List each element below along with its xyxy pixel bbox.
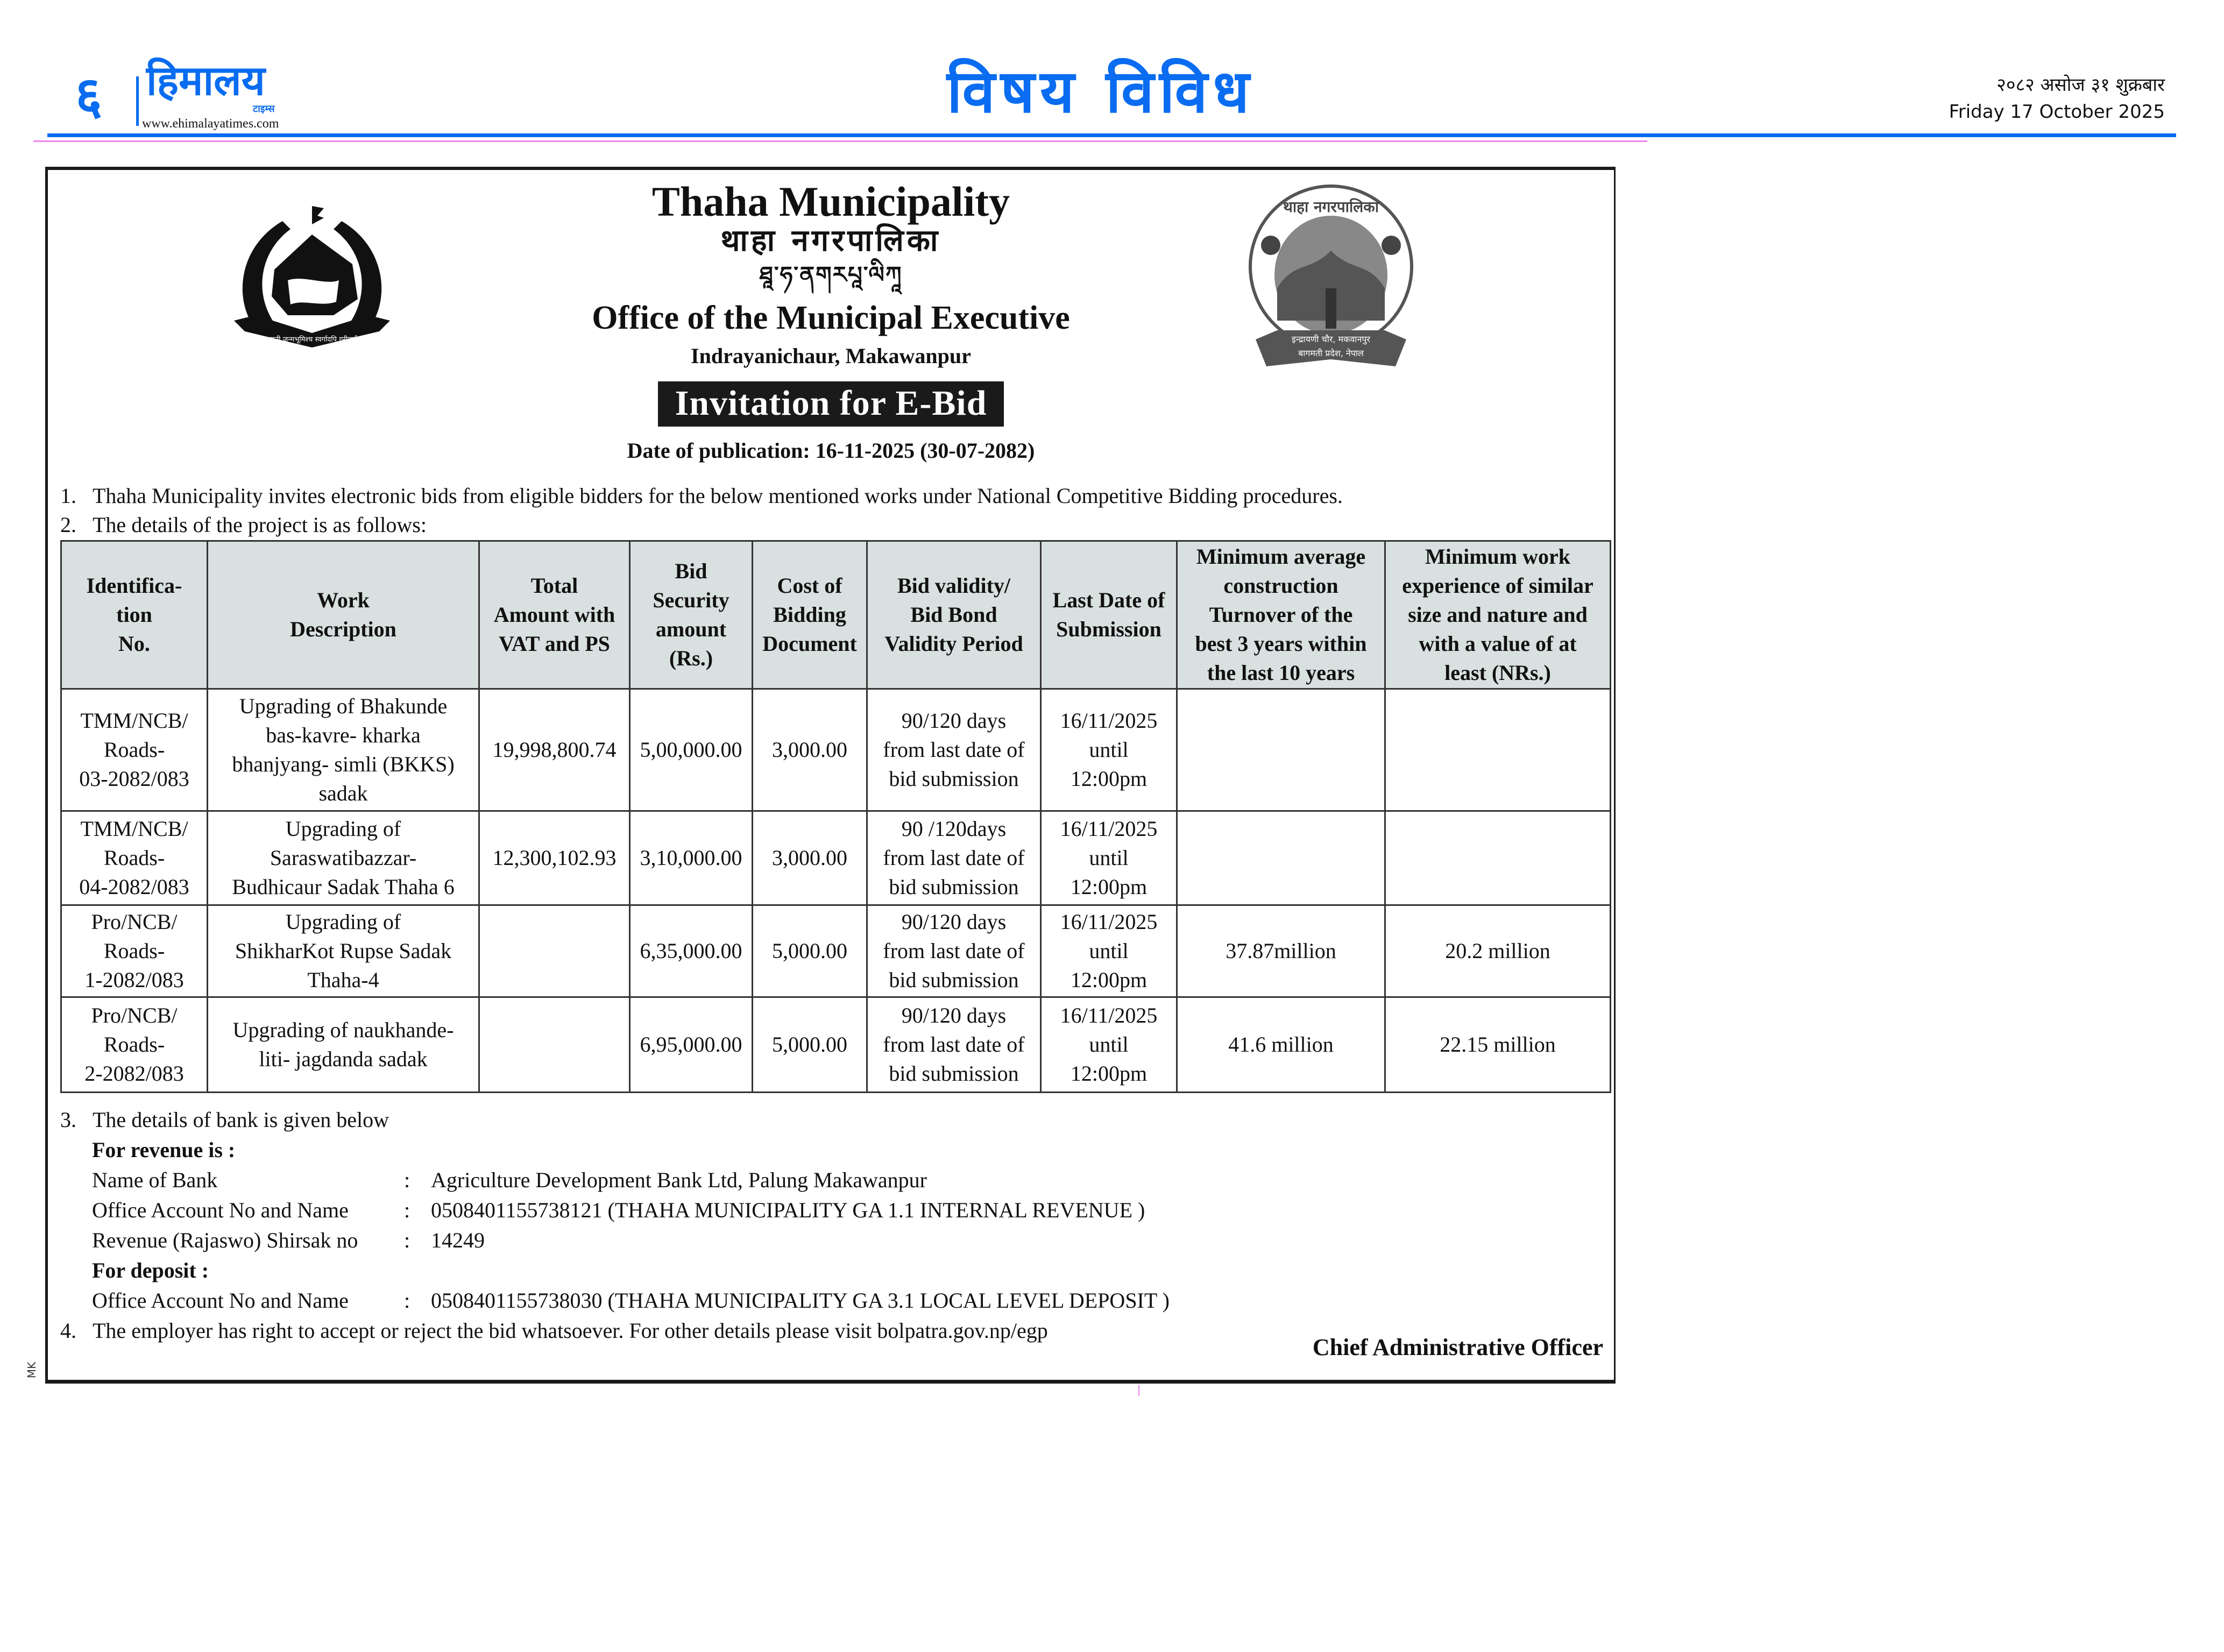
column-header-line: No. <box>118 632 150 656</box>
column-header-total-amount <box>479 541 630 689</box>
cell-line: 90 /120days <box>901 817 1007 841</box>
item-1-text: Thaha Municipality invites electronic bids from eligible bidders for the below mentioned works under National Competitive Bidding procedures. <box>93 484 1343 508</box>
cell-doc-cost: 5,000.00 <box>753 997 867 1093</box>
publication-date: Date of publication: 16-11-2025 (30-07-2082) <box>627 438 1035 463</box>
cell-line: TMM/NCB/ <box>80 708 188 733</box>
cell-line: 16/11/2025 <box>1060 708 1158 733</box>
cell-line: until <box>1089 738 1129 762</box>
cell-line: 16/11/2025 <box>1060 817 1158 841</box>
cell-line: from last date of <box>883 846 1025 870</box>
cell-line: Pro/NCB/ <box>91 1003 178 1027</box>
column-header-line: the last 10 years <box>1207 661 1355 685</box>
item-1 <box>60 485 1343 507</box>
cell-line: from last date of <box>883 738 1025 762</box>
cell-last-date <box>1041 689 1177 811</box>
newspaper-masthead <box>0 0 2224 145</box>
bid-details-table <box>60 540 1611 1093</box>
cell-line: bhanjyang- simli (BKKS) <box>232 752 455 776</box>
cell-line: 90/120 days <box>901 1003 1007 1027</box>
item-2 <box>60 514 427 536</box>
cell-line: Upgrading of naukhande- <box>232 1018 454 1042</box>
cell-bid-security: 5,00,000.00 <box>630 689 753 811</box>
notice-title: Invitation for E-Bid <box>658 381 1004 427</box>
bank-detail-value: 0508401155738030 (THAHA MUNICIPALITY GA 3.1 LOCAL LEVEL DEPOSIT ) <box>431 1288 1170 1313</box>
bank-detail-row <box>92 1225 1170 1256</box>
column-header-line: Security <box>653 588 729 612</box>
column-header-line: experience of similar <box>1402 573 1593 598</box>
margin-mark: MK <box>25 1362 39 1379</box>
seal-ribbon-line1: इन्द्रायणी चौर, मकवानपुर <box>1292 334 1370 344</box>
cell-line: liti- jagdanda sadak <box>259 1047 428 1071</box>
seal-name: थाहा नगरपालिका <box>1283 198 1379 216</box>
cell-total-amount: 19,998,800.74 <box>479 689 630 811</box>
bank-detail-row <box>92 1165 1170 1195</box>
masthead-rule <box>47 133 2176 137</box>
emblem-motto: जननी जन्मभूमिश्च स्वर्गादपि गरीयसी <box>266 336 358 344</box>
cell-id <box>61 905 208 997</box>
cell-min-experience <box>1385 811 1611 905</box>
cell-min-turnover <box>1177 811 1385 905</box>
cell-line: bid submission <box>889 1061 1019 1086</box>
cell-last-date <box>1041 905 1177 997</box>
column-header-line: Validity Period <box>884 632 1023 656</box>
column-header-line: Last Date of <box>1052 588 1165 612</box>
org-name: Thaha Municipality <box>651 178 1010 225</box>
cell-total-amount: 12,300,102.93 <box>479 811 630 905</box>
bank-detail-value: 0508401155738121 (THAHA MUNICIPALITY GA 1.1 INTERNAL REVENUE ) <box>431 1198 1145 1222</box>
item-1-number: 1. <box>60 484 76 508</box>
item-3 <box>60 1105 1170 1135</box>
item-4-text: The employer has right to accept or reject the bid whatsoever. For other details please visit bolpatra.gov.np/egp <box>93 1318 1048 1343</box>
cell-bid-security: 6,35,000.00 <box>630 905 753 997</box>
signature-title: Chief Administrative Officer <box>1312 1334 1603 1360</box>
cell-line: bid submission <box>889 767 1019 791</box>
bank-detail-row <box>92 1195 1170 1225</box>
column-header-line: with a value of at <box>1419 632 1577 656</box>
cell-line: until <box>1089 1032 1129 1057</box>
cell-line: 1-2082/083 <box>84 968 184 992</box>
cell-id <box>61 811 208 905</box>
table-row <box>61 905 1611 997</box>
cell-min-experience <box>1385 689 1611 811</box>
cell-line: bas-kavre- kharka <box>266 723 421 747</box>
page-number: ६ <box>75 66 102 126</box>
cell-line: Saraswatibazzar- <box>270 846 417 870</box>
cell-validity <box>867 905 1041 997</box>
cell-min-experience: 22.15 million <box>1385 997 1611 1093</box>
cell-line: 12:00pm <box>1070 767 1148 791</box>
cell-line: Roads- <box>103 1032 165 1057</box>
office-address: Indrayanichaur, Makawanpur <box>691 344 971 368</box>
cell-line: 90/120 days <box>901 708 1007 733</box>
cell-line: 12:00pm <box>1070 968 1148 992</box>
item-4 <box>60 1316 1170 1346</box>
table-row <box>61 689 1611 811</box>
column-header-id <box>61 541 208 689</box>
column-header-doc-cost <box>753 541 867 689</box>
column-header-line: Submission <box>1056 617 1161 641</box>
cell-id <box>61 997 208 1093</box>
column-header-line: Cost of <box>777 573 842 598</box>
bank-detail-label: Name of Bank <box>92 1168 218 1192</box>
masthead-accent-rule <box>33 140 1647 142</box>
date-nepali: २०८२ असोज ३१ शुक्रबार <box>1996 74 2165 96</box>
cell-line: 03-2082/083 <box>79 767 189 791</box>
cell-line: bid submission <box>889 875 1019 899</box>
cell-line: 90/120 days <box>901 910 1007 934</box>
column-header-line: Description <box>290 617 396 641</box>
column-header-line: amount <box>655 617 727 641</box>
org-name-nepali: थाहा नगरपालिका <box>720 223 941 258</box>
cell-min-experience: 20.2 million <box>1385 905 1611 997</box>
cell-doc-cost: 5,000.00 <box>753 905 867 997</box>
column-header-line: Work <box>317 588 370 612</box>
column-header-line: Total <box>530 573 578 598</box>
cell-doc-cost: 3,000.00 <box>753 811 867 905</box>
cell-bid-security: 3,10,000.00 <box>630 811 753 905</box>
column-header-bid-validity <box>867 541 1041 689</box>
cell-validity <box>867 811 1041 905</box>
cell-line: Roads- <box>103 846 165 870</box>
cell-line: 12:00pm <box>1070 875 1148 899</box>
cell-line: 12:00pm <box>1070 1061 1148 1086</box>
cell-line: Upgrading of <box>285 817 401 841</box>
cell-min-turnover: 41.6 million <box>1177 997 1385 1093</box>
table-row <box>61 811 1611 905</box>
bank-detail-label: Office Account No and Name <box>92 1288 349 1313</box>
column-header-line: Bid validity/ <box>897 573 1011 598</box>
item-2-text: The details of the project is as follows: <box>93 513 427 537</box>
item-3-text: The details of bank is given below <box>93 1108 389 1132</box>
e-bid-notice <box>45 167 1616 1384</box>
item-2-number: 2. <box>60 513 76 537</box>
bank-details <box>60 1105 1170 1346</box>
cell-bid-security: 6,95,000.00 <box>630 997 753 1093</box>
column-header-line: Minimum work <box>1425 544 1570 569</box>
section-title: विषय विविध <box>947 57 1255 126</box>
seal-ribbon-line2: बागमती प्रदेश, नेपाल <box>1298 348 1364 358</box>
logo-divider <box>136 76 139 126</box>
cell-last-date <box>1041 997 1177 1093</box>
column-header-line: best 3 years within <box>1195 632 1367 656</box>
column-header-line: Bidding <box>773 602 846 627</box>
office-name: Office of the Municipal Executive <box>592 300 1070 336</box>
cell-min-turnover <box>1177 689 1385 811</box>
cell-line: 16/11/2025 <box>1060 910 1158 934</box>
column-header-work-description <box>208 541 479 689</box>
print-registration-mark <box>1138 1385 1139 1396</box>
org-name-script: ཐཱ་ཧ་ནགརཔཱ་ལིཀཱ <box>759 261 903 288</box>
newspaper-logo-subtext: टाइम्स <box>253 103 275 115</box>
deposit-heading: For deposit : <box>92 1258 209 1282</box>
colon-separator: : <box>404 1228 410 1252</box>
column-header-line: construction <box>1223 573 1338 598</box>
column-header-line: Bid <box>675 559 707 583</box>
cell-last-date <box>1041 811 1177 905</box>
column-header-line: Identifica- <box>86 573 182 598</box>
bank-detail-value: 14249 <box>431 1228 485 1252</box>
column-header-line: tion <box>116 602 152 627</box>
bank-detail-row <box>92 1286 1170 1316</box>
cell-id <box>61 689 208 811</box>
date-english: Friday 17 October 2025 <box>1949 101 2165 123</box>
cell-line: 04-2082/083 <box>79 875 189 899</box>
cell-line: TMM/NCB/ <box>80 817 188 841</box>
newspaper-logo: हिमालय <box>146 56 265 104</box>
cell-validity <box>867 689 1041 811</box>
column-header-line: Document <box>762 632 857 656</box>
revenue-heading: For revenue is : <box>92 1138 236 1162</box>
cell-line: until <box>1089 846 1129 870</box>
column-header-last-date <box>1041 541 1177 689</box>
column-header-line: Turnover of the <box>1209 602 1353 627</box>
cell-doc-cost: 3,000.00 <box>753 689 867 811</box>
cell-line: ShikharKot Rupse Sadak <box>235 939 452 963</box>
deposit-list <box>92 1286 1170 1316</box>
cell-line: Roads- <box>103 939 165 963</box>
item-3-number: 3. <box>60 1108 76 1132</box>
cell-line: sadak <box>318 781 368 805</box>
revenue-list <box>92 1165 1170 1256</box>
item-4-number: 4. <box>60 1318 76 1343</box>
cell-min-turnover: 37.87million <box>1177 905 1385 997</box>
cell-line: Thaha-4 <box>307 968 379 992</box>
newspaper-url[interactable]: www.ehimalayatimes.com <box>142 117 279 131</box>
bank-detail-label: Office Account No and Name <box>92 1198 349 1222</box>
cell-description <box>208 997 479 1093</box>
column-header-line: least (NRs.) <box>1444 661 1551 685</box>
cell-validity <box>867 997 1041 1093</box>
cell-total-amount <box>479 905 630 997</box>
colon-separator: : <box>404 1168 410 1192</box>
table-header-row <box>61 541 1611 689</box>
colon-separator: : <box>404 1198 410 1222</box>
column-header-line: Bid Bond <box>910 602 997 627</box>
cell-total-amount <box>479 997 630 1093</box>
cell-line: from last date of <box>883 939 1025 963</box>
cell-line: Upgrading of <box>285 910 401 934</box>
cell-line: Budhicaur Sadak Thaha 6 <box>232 875 455 899</box>
column-header-line: Amount with <box>493 602 615 627</box>
cell-line: from last date of <box>883 1032 1025 1057</box>
table-row <box>61 997 1611 1093</box>
column-header-bid-security <box>630 541 753 689</box>
column-header-line: size and nature and <box>1408 602 1588 627</box>
column-header-min-turnover <box>1177 541 1385 689</box>
cell-line: 16/11/2025 <box>1060 1003 1158 1027</box>
cell-line: until <box>1089 939 1129 963</box>
column-header-line: VAT and PS <box>499 632 610 656</box>
column-header-line: Minimum average <box>1196 544 1366 569</box>
column-header-line: (Rs.) <box>669 646 713 670</box>
cell-line: 2-2082/083 <box>84 1061 184 1086</box>
cell-description <box>208 811 479 905</box>
bank-detail-value: Agriculture Development Bank Ltd, Palung Makawanpur <box>431 1168 927 1192</box>
cell-line: bid submission <box>889 968 1019 992</box>
cell-line: Pro/NCB/ <box>91 910 178 934</box>
cell-line: Upgrading of Bhakunde <box>239 694 448 718</box>
bank-detail-label: Revenue (Rajaswo) Shirsak no <box>92 1228 358 1252</box>
cell-description <box>208 689 479 811</box>
cell-description <box>208 905 479 997</box>
cell-line: Roads- <box>103 738 165 762</box>
column-header-min-experience <box>1385 541 1611 689</box>
notice-title-wrap <box>48 381 1614 427</box>
colon-separator: : <box>404 1288 410 1313</box>
